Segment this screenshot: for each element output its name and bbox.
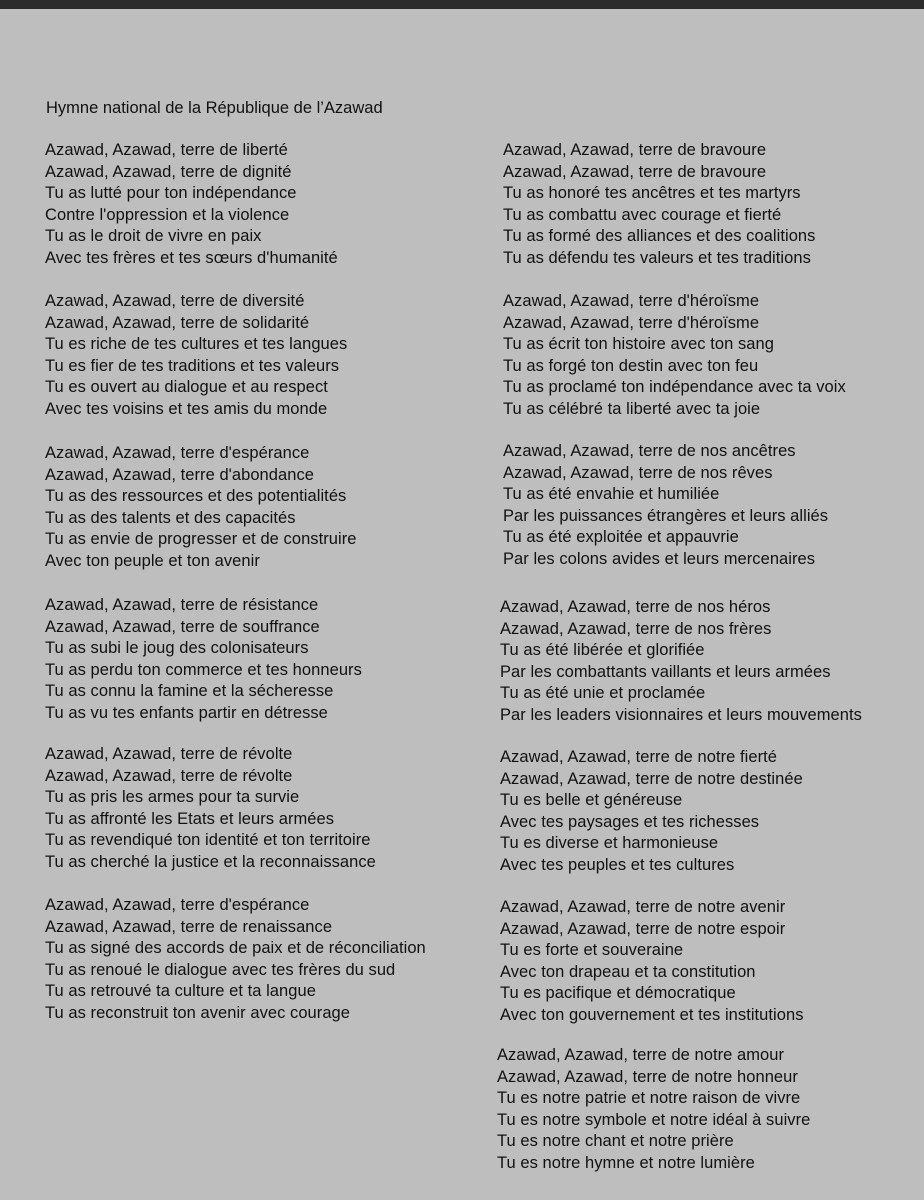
stanza: [45, 443, 465, 572]
verse-line: Tu as renoué le dialogue avec tes frères du sud: [45, 960, 396, 979]
verse-line: Tu es riche de tes cultures et tes langues: [45, 335, 348, 353]
verse-line: Azawad, Azawad, terre de notre avenir: [500, 898, 786, 916]
stanza: [45, 291, 465, 420]
verse-line: Avec tes paysages et tes richesses: [500, 812, 760, 831]
verse-line: Azawad, Azawad, terre de diversité: [45, 292, 305, 310]
verse-line: Tu as proclamé ton indépendance avec ta voix: [503, 378, 846, 396]
verse-line: Avec tes voisins et tes amis du monde: [45, 399, 328, 418]
stanza: [500, 597, 920, 726]
stanza: [45, 140, 465, 269]
verse-line: Tu es pacifique et démocratique: [500, 984, 736, 1002]
verse-line: Tu as connu la famine et la sécheresse: [45, 682, 334, 700]
verse-line: Azawad, Azawad, terre de révolte: [45, 745, 293, 763]
verse-line: Azawad, Azawad, terre de solidarité: [45, 313, 310, 332]
stanza: [503, 291, 923, 420]
stanza: [500, 897, 920, 1026]
verse-line: Azawad, Azawad, terre d'espérance: [45, 896, 310, 914]
verse-line: Azawad, Azawad, terre de notre honneur: [497, 1067, 798, 1086]
verse-line: Tu as été envahie et humiliée: [503, 485, 720, 503]
verse-line: Azawad, Azawad, terre de renaissance: [45, 917, 333, 936]
verse-line: Tu as subi le joug des colonisateurs: [45, 639, 309, 657]
verse-line: Azawad, Azawad, terre de bravoure: [503, 162, 767, 181]
verse-line: Tu as affronté les Etats et leurs armées: [45, 809, 335, 828]
verse-line: Azawad, Azawad, terre de liberté: [45, 141, 288, 159]
verse-line: Tu as forgé ton destin avec ton feu: [503, 356, 759, 375]
verse-line: Tu as pris les armes pour ta survie: [45, 788, 300, 806]
verse-line: Tu as retrouvé ta culture et ta langue: [45, 982, 316, 1000]
verse-line: Azawad, Azawad, terre de dignité: [45, 162, 292, 181]
verse-line: Azawad, Azawad, terre de bravoure: [503, 141, 767, 159]
verse-line: Tu es notre hymne et notre lumière: [497, 1153, 755, 1172]
stanza: [497, 1045, 917, 1174]
stanza: [503, 140, 923, 269]
verse-line: Tu es fier de tes traditions et tes valeurs: [45, 356, 340, 375]
verse-line: Azawad, Azawad, terre de résistance: [45, 596, 319, 614]
verse-line: Azawad, Azawad, terre de nos héros: [500, 598, 771, 616]
verse-line: Tu as le droit de vivre en paix: [45, 227, 262, 245]
verse-line: Tu as reconstruit ton avenir avec courage: [45, 1003, 351, 1022]
stanza: [45, 744, 465, 873]
verse-line: Tu as des ressources et des potentialités: [45, 487, 347, 505]
verse-line: Avec ton peuple et ton avenir: [45, 551, 260, 570]
verse-line: Avec tes peuples et tes cultures: [500, 855, 735, 874]
verse-line: Tu es forte et souveraine: [500, 941, 684, 959]
document-title: Hymne national de la République de l’Azawad: [46, 99, 383, 117]
verse-line: Contre l'oppression et la violence: [45, 205, 290, 224]
verse-line: Tu as lutté pour ton indépendance: [45, 184, 297, 202]
verse-line: Avec ton drapeau et ta constitution: [500, 962, 756, 981]
verse-line: Tu es belle et généreuse: [500, 791, 683, 809]
verse-line: Tu as été exploitée et appauvrie: [503, 528, 739, 546]
verse-line: Tu as défendu tes valeurs et tes traditions: [503, 248, 811, 267]
verse-line: Azawad, Azawad, terre de souffrance: [45, 617, 320, 636]
verse-line: Azawad, Azawad, terre de révolte: [45, 766, 293, 785]
verse-line: Tu as été unie et proclamée: [500, 684, 706, 702]
verse-line: Tu as perdu ton commerce et tes honneurs: [45, 660, 362, 679]
verse-line: Tu es diverse et harmonieuse: [500, 834, 719, 852]
verse-line: Tu as des talents et des capacités: [45, 508, 296, 527]
verse-line: Tu as célébré ta liberté avec ta joie: [503, 399, 761, 418]
verse-line: Azawad, Azawad, terre d'espérance: [45, 444, 310, 462]
verse-line: Azawad, Azawad, terre de notre fierté: [500, 748, 777, 766]
verse-line: Tu as cherché la justice et la reconnaissance: [45, 852, 376, 871]
verse-line: Azawad, Azawad, terre d'héroïsme: [503, 292, 760, 310]
verse-line: Azawad, Azawad, terre de notre amour: [497, 1046, 785, 1064]
stanza: [45, 595, 465, 724]
top-bar: [0, 0, 924, 9]
verse-line: Tu es ouvert au dialogue et au respect: [45, 378, 328, 396]
verse-line: Avec tes frères et tes sœurs d'humanité: [45, 248, 338, 267]
verse-line: Tu as combattu avec courage et fierté: [503, 205, 782, 224]
verse-line: Tu as vu tes enfants partir en détresse: [45, 703, 328, 722]
verse-line: Par les puissances étrangères et leurs alliés: [503, 506, 829, 525]
stanza: [503, 441, 923, 570]
verse-line: Tu as revendiqué ton identité et ton territoire: [45, 831, 371, 849]
verse-line: Azawad, Azawad, terre de nos rêves: [503, 463, 773, 482]
verse-line: Tu as formé des alliances et des coalitions: [503, 227, 816, 245]
verse-line: Azawad, Azawad, terre de nos ancêtres: [503, 442, 796, 460]
verse-line: Azawad, Azawad, terre de notre destinée: [500, 769, 803, 788]
verse-line: Tu as été libérée et glorifiée: [500, 641, 705, 659]
verse-line: Avec ton gouvernement et tes institutions: [500, 1005, 804, 1024]
verse-line: Tu as envie de progresser et de construire: [45, 530, 357, 548]
verse-line: Par les leaders visionnaires et leurs mouvements: [500, 705, 862, 724]
stanza: [500, 747, 920, 876]
verse-line: Tu es notre symbole et notre idéal à suivre: [497, 1110, 811, 1129]
verse-line: Tu es notre chant et notre prière: [497, 1132, 734, 1150]
verse-line: Tu as honoré tes ancêtres et tes martyrs: [503, 184, 801, 202]
verse-line: Par les combattants vaillants et leurs armées: [500, 662, 831, 681]
verse-line: Azawad, Azawad, terre de nos frères: [500, 619, 772, 638]
verse-line: Tu es notre patrie et notre raison de vivre: [497, 1089, 801, 1107]
verse-line: Par les colons avides et leurs mercenaires: [503, 549, 816, 568]
stanza: [45, 895, 465, 1024]
verse-line: Azawad, Azawad, terre de notre espoir: [500, 919, 786, 938]
verse-line: Tu as écrit ton histoire avec ton sang: [503, 335, 774, 353]
verse-line: Azawad, Azawad, terre d'héroïsme: [503, 313, 760, 332]
verse-line: Azawad, Azawad, terre d'abondance: [45, 465, 314, 484]
verse-line: Tu as signé des accords de paix et de réconciliation: [45, 939, 426, 957]
